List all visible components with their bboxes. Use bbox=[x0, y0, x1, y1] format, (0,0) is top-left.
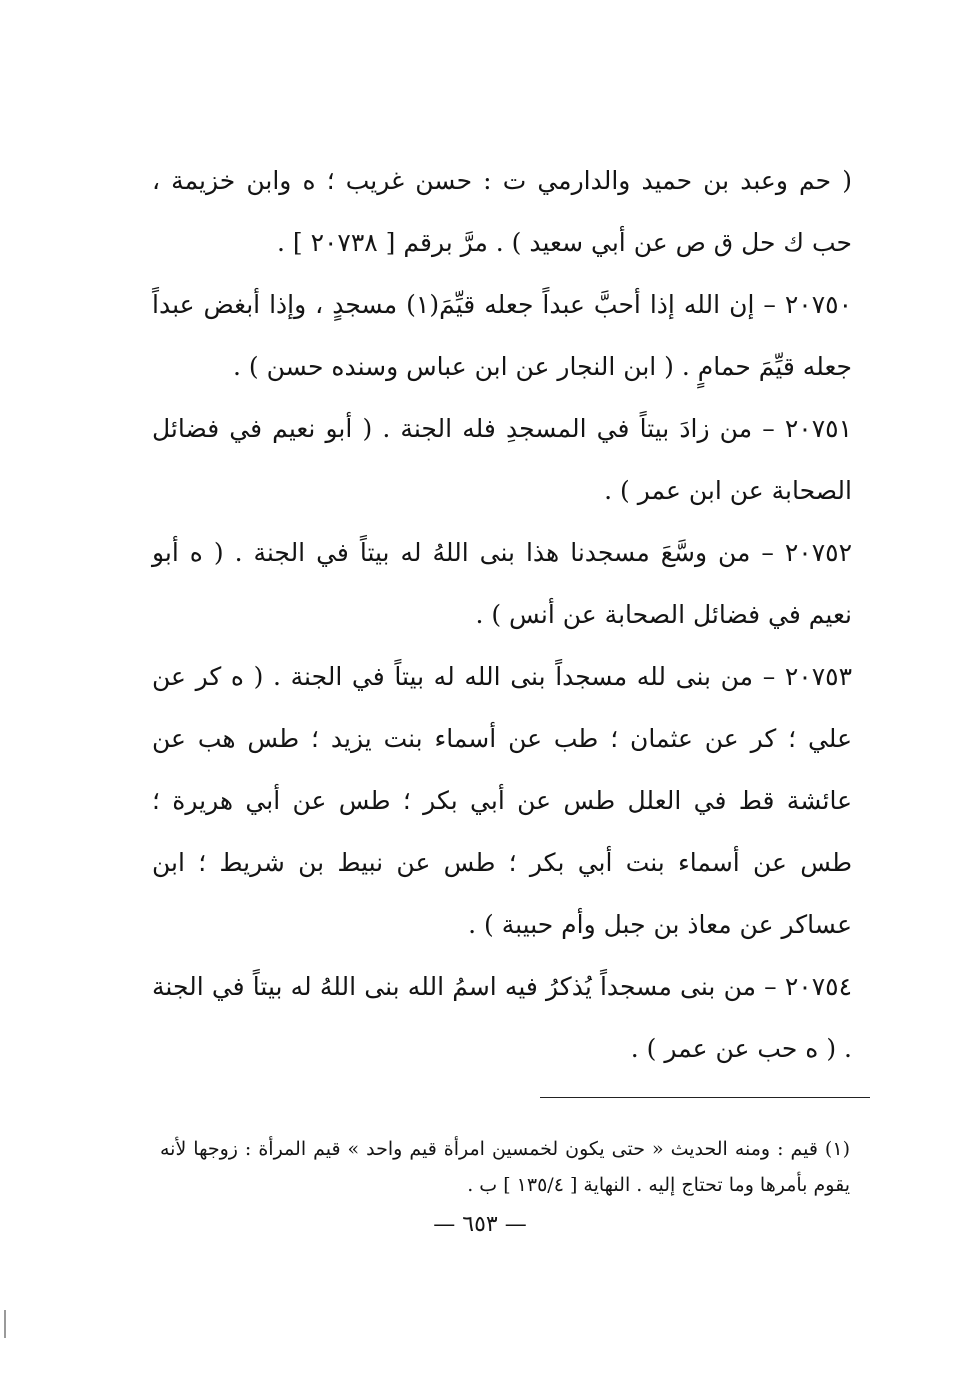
hadith-text-block bbox=[152, 150, 852, 1080]
hadith-paragraph: ( حم وعبد بن حميد والدارمي ت : حسن غريب ؛ ه وابن خزيمة ، حب ك حل ق ص عن أبي سعيد ) . مرَّ برقم [ ٢٠٧٣٨ ] . bbox=[152, 166, 852, 257]
hadith-paragraph: ٢٠٧٥١ – من زادَ بيتاً في المسجدِ فله الجنة . ( أبو نعيم في فضائل الصحابة عن ابن عمر ) . bbox=[152, 414, 852, 505]
hadith-paragraph: ٢٠٧٥٢ – من وسَّعَ مسجدنا هذا بنى اللهُ له بيتاً في الجنة . ( ه أبو نعيم في فضائل الصحابة عن أنس ) . bbox=[152, 538, 852, 629]
footnote-divider bbox=[540, 1097, 870, 1098]
page-number: — ٦٥٣ — bbox=[433, 1212, 527, 1237]
hadith-paragraph: ٢٠٧٥٣ – من بنى لله مسجداً بنى الله له بيتاً في الجنة . ( ه كر عن علي ؛ كر عن عثمان ؛ طب عن أسماء بنت يزيد ؛ طس هب عن عائشة قط في العلل طس عن أبي بكر ؛ طس عن أبي هريرة ؛ طس عن أسماء بنت أبي بكر ؛ طس عن نبيط بن شريط ؛ ابن عساكر عن معاذ بن جبل وأم حبيبة ) . bbox=[152, 662, 852, 939]
footnote: (١) قيم : ومنه الحديث « حتى يكون لخمسين امرأة قيم واحد » قيم المرأة : زوجها لأنه يقوم بأمرها وما تحتاج إليه . النهاية [ ١٣٥/٤ ] ب . bbox=[160, 1138, 850, 1196]
hadith-paragraph: ٢٠٧٥٠ – إن الله إذا أحبَّ عبداً جعله قيِّمَ(١) مسجدٍ ، وإذا أبغض عبداً جعله قيِّمَ حمامٍ . ( ابن النجار عن ابن عباس وسنده حسن ) . bbox=[152, 290, 852, 381]
scan-edge-mark bbox=[4, 1310, 6, 1338]
hadith-paragraph: ٢٠٧٥٤ – من بنى مسجداً يُذكرُ فيه اسمُ الله بنى اللهُ له بيتاً في الجنة . ( ه حب عن عمر ) . bbox=[152, 972, 852, 1063]
